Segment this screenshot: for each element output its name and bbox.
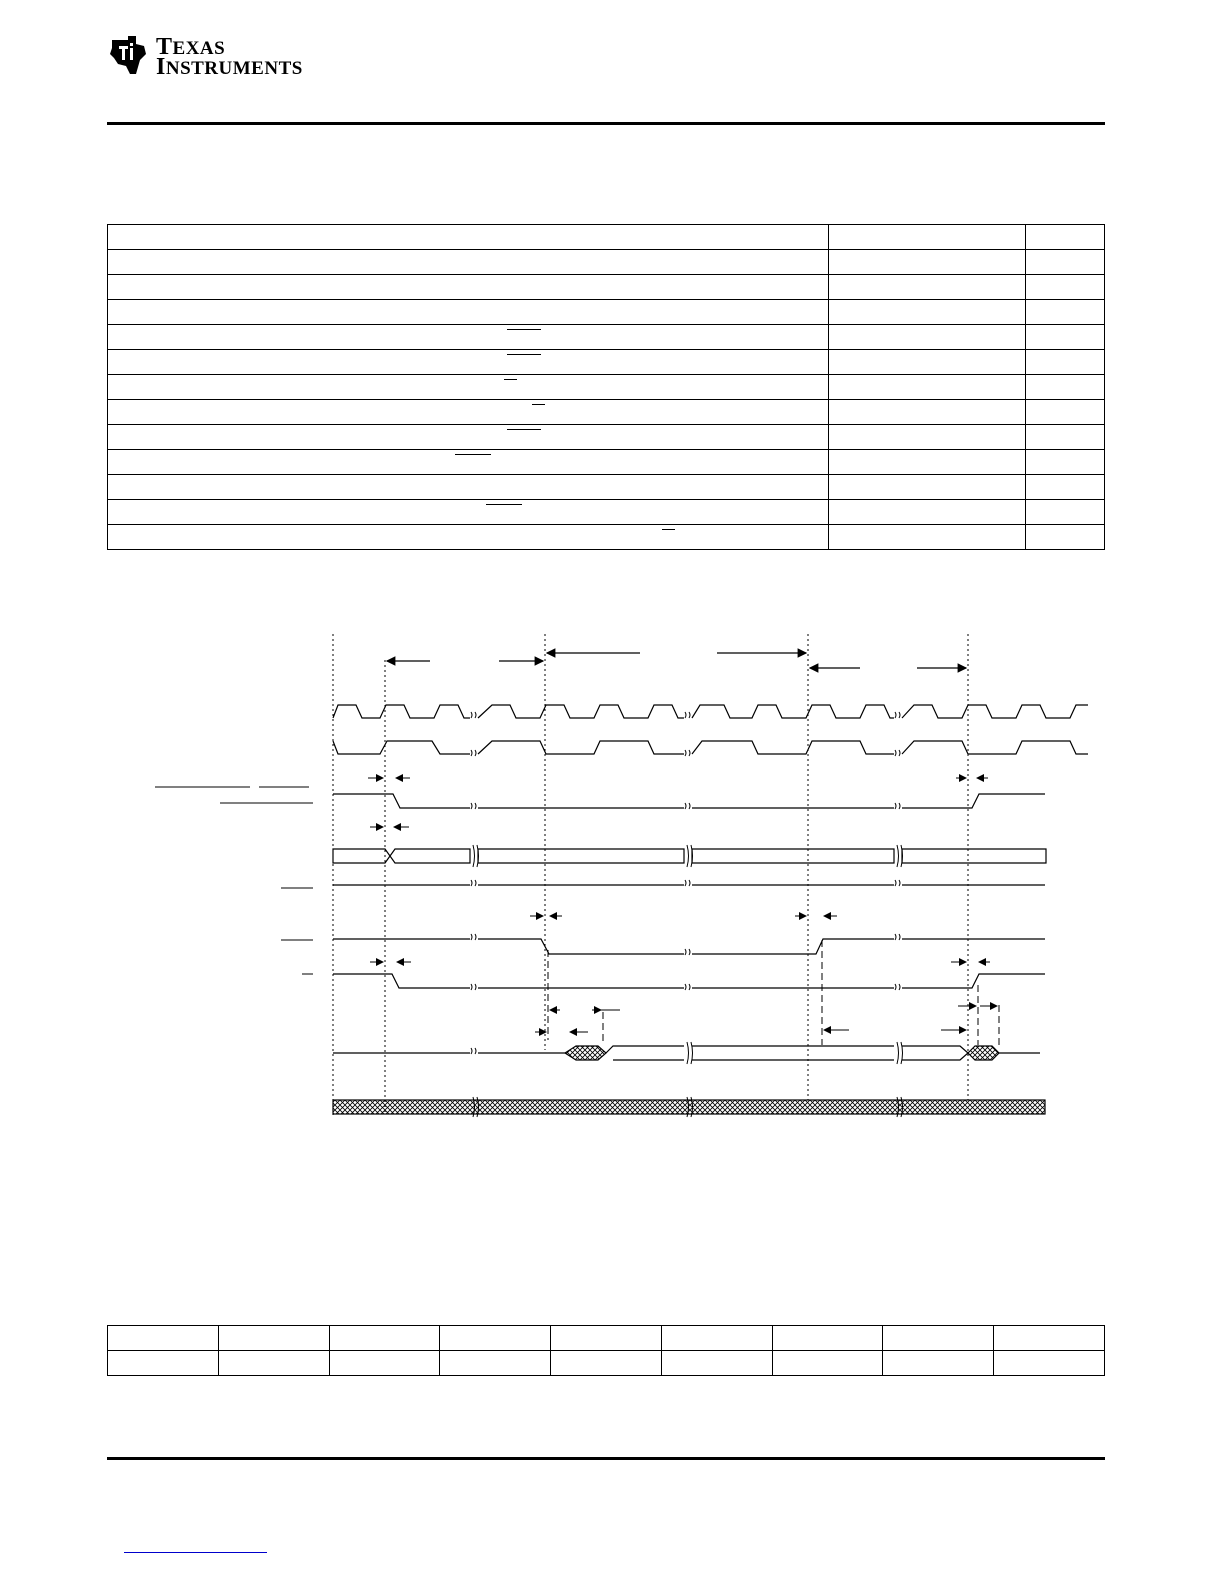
signal-6	[333, 939, 1045, 954]
table-row	[108, 475, 1105, 500]
overbar	[662, 529, 675, 530]
bottom-table	[107, 1325, 1105, 1376]
table-row	[108, 300, 1105, 325]
overbar	[455, 454, 491, 455]
table-row	[108, 450, 1105, 475]
overbar	[507, 329, 541, 330]
table-row	[108, 525, 1105, 550]
table-row	[108, 425, 1105, 450]
overbar	[486, 504, 522, 505]
table-row	[108, 350, 1105, 375]
signal-3	[333, 794, 1045, 808]
table-row	[108, 400, 1105, 425]
ti-logo-icon	[106, 34, 150, 78]
table-row	[108, 225, 1105, 250]
overbar	[504, 379, 517, 380]
timing-requirements-table	[107, 224, 1105, 550]
signal-7	[333, 974, 1045, 988]
logo-line-instruments: INSTRUMENTS	[156, 54, 303, 80]
overbar	[507, 354, 541, 355]
table-row	[108, 275, 1105, 300]
logo-line-texas: TEXAS	[156, 34, 226, 60]
clock-signal-1	[333, 705, 1088, 718]
interval-arrows	[387, 653, 966, 668]
table-row	[108, 375, 1105, 400]
header-rule	[107, 122, 1105, 125]
table-row	[108, 325, 1105, 350]
table-row	[108, 1326, 1105, 1351]
timing-diagram	[0, 620, 1224, 1120]
break-markers	[471, 712, 903, 1117]
timing-arrows	[368, 778, 997, 1032]
overbar	[507, 429, 541, 430]
reference-lines	[333, 634, 968, 1115]
bus-signal-4	[333, 849, 390, 863]
clock-signal-2	[333, 741, 1088, 754]
table-row	[108, 1351, 1105, 1376]
ti-logo	[106, 34, 306, 84]
footer-rule	[107, 1457, 1105, 1460]
overbar	[532, 404, 545, 405]
table-row	[108, 500, 1105, 525]
signal-label-overbars	[155, 787, 313, 974]
table-row	[108, 250, 1105, 275]
footer-link[interactable]	[124, 1552, 267, 1553]
